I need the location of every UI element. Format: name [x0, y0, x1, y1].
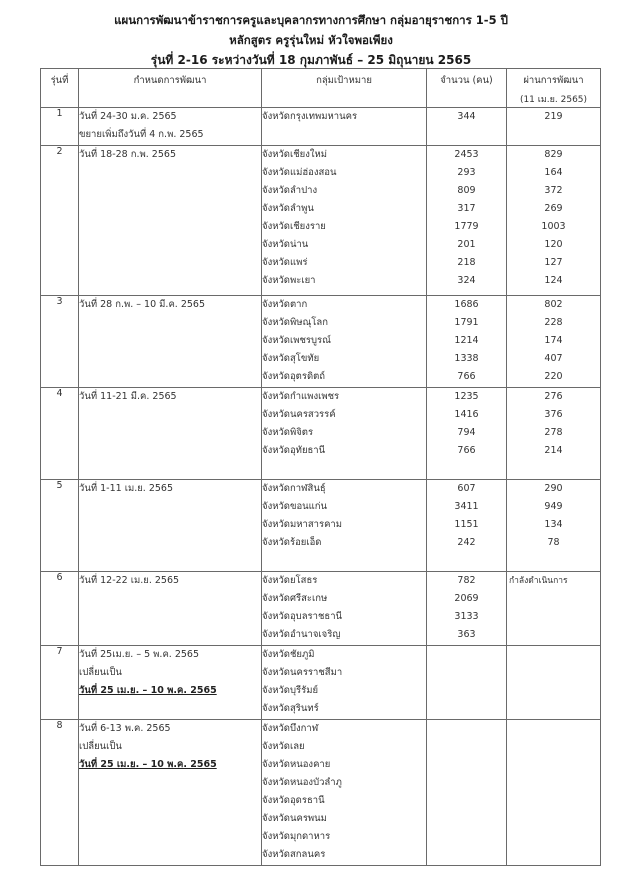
- province-name: จังหวัดพิจิตร: [262, 427, 314, 438]
- passed-cell: [507, 480, 601, 572]
- count-cell: [427, 296, 507, 388]
- count-value: 1338: [454, 353, 479, 364]
- header-passed-date: (11 เม.ย. 2565): [519, 95, 588, 105]
- target-cell: [262, 388, 427, 480]
- passed-value: 127: [544, 257, 563, 268]
- count-value: [427, 646, 506, 664]
- province-name: จังหวัดลำพูน: [262, 203, 314, 214]
- target-cell: [262, 720, 427, 866]
- count-cell: [427, 108, 507, 146]
- count-value: 3133: [454, 611, 479, 622]
- table-header-row: [41, 69, 601, 108]
- count-value: 242: [457, 537, 476, 548]
- count-value: 809: [457, 185, 476, 196]
- passed-value: 372: [544, 185, 563, 196]
- count-value: 766: [457, 445, 476, 456]
- round-number: 5: [41, 480, 79, 572]
- revised-schedule: วันที่ 25 เม.ย. – 10 พ.ค. 2565: [79, 685, 217, 696]
- province-name: จังหวัดเพชรบูรณ์: [262, 335, 331, 346]
- document-title: [0, 10, 622, 70]
- header-count: จำนวน (คน): [427, 69, 507, 108]
- count-value: 1686: [454, 299, 479, 310]
- count-value: 607: [457, 483, 476, 494]
- count-cell: [427, 646, 507, 720]
- count-value: 1779: [454, 221, 479, 232]
- province-name: จังหวัดอำนาจเจริญ: [262, 629, 341, 640]
- passed-cell: [507, 646, 601, 720]
- table-row: [41, 646, 601, 720]
- count-value: 1151: [454, 519, 479, 530]
- passed-value: [507, 810, 600, 828]
- passed-value: 278: [544, 427, 563, 438]
- passed-value: [507, 720, 600, 738]
- passed-value: [507, 774, 600, 792]
- province-name: จังหวัดยโสธร: [262, 575, 318, 586]
- province-name: จังหวัดน่าน: [262, 239, 309, 250]
- header-target: กลุ่มเป้าหมาย: [262, 69, 427, 108]
- target-cell: [262, 146, 427, 296]
- passed-value: 269: [544, 203, 563, 214]
- round-number: 2: [41, 146, 79, 296]
- count-cell: [427, 388, 507, 480]
- count-value: 782: [457, 575, 476, 586]
- table-row: [41, 388, 601, 480]
- province-name: จังหวัดแม่ฮ่องสอน: [262, 167, 337, 178]
- schedule-line: เปลี่ยนเป็น: [79, 741, 122, 752]
- province-name: จังหวัดอุบลราชธานี: [262, 611, 343, 622]
- header-schedule: กำหนดการพัฒนา: [79, 69, 262, 108]
- province-name: จังหวัดศรีสะเกษ: [262, 593, 328, 604]
- passed-value: [507, 756, 600, 774]
- passed-value: 120: [544, 239, 563, 250]
- province-name: จังหวัดชัยภูมิ: [262, 649, 315, 660]
- passed-value: 124: [544, 275, 563, 286]
- round-number: 7: [41, 646, 79, 720]
- count-cell: [427, 572, 507, 646]
- passed-cell: [507, 720, 601, 866]
- passed-value: [507, 846, 600, 864]
- target-cell: [262, 296, 427, 388]
- province-name: จังหวัดเชียงราย: [262, 221, 326, 232]
- province-name: จังหวัดเชียงใหม่: [262, 149, 328, 160]
- count-cell: [427, 146, 507, 296]
- schedule-line: ขยายเพิ่มถึงวันที่ 4 ก.พ. 2565: [79, 129, 204, 140]
- count-value: [427, 664, 506, 682]
- count-value: 324: [457, 275, 476, 286]
- count-value: 317: [457, 203, 476, 214]
- province-name: จังหวัดร้อยเอ็ด: [262, 537, 322, 548]
- passed-value: 78: [547, 537, 560, 548]
- province-name: จังหวัดพะเยา: [262, 275, 316, 286]
- count-value: 201: [457, 239, 476, 250]
- passed-value: [507, 828, 600, 846]
- target-cell: [262, 480, 427, 572]
- province-name: จังหวัดบุรีรัมย์: [262, 685, 319, 696]
- passed-value: [507, 608, 600, 626]
- passed-value: [507, 700, 600, 718]
- schedule-cell: [79, 388, 262, 480]
- province-name: จังหวัดพิษณุโลก: [262, 317, 328, 328]
- count-value: 3411: [454, 501, 479, 512]
- plan-table: [40, 68, 601, 866]
- province-name: จังหวัดลำปาง: [262, 185, 318, 196]
- schedule-cell: [79, 108, 262, 146]
- passed-value: 174: [544, 335, 563, 346]
- province-name: จังหวัดขอนแก่น: [262, 501, 328, 512]
- province-name: จังหวัดตาก: [262, 299, 308, 310]
- passed-value: [507, 646, 600, 664]
- count-value: [427, 720, 506, 738]
- header-round: รุ่นที่: [41, 69, 79, 108]
- province-name: จังหวัดมุกดาหาร: [262, 831, 331, 842]
- revised-schedule: วันที่ 25 เม.ย. – 10 พ.ค. 2565: [79, 759, 217, 770]
- province-name: จังหวัดสกลนคร: [262, 849, 326, 860]
- schedule-line: วันที่ 18-28 ก.พ. 2565: [79, 149, 176, 160]
- count-cell: [427, 720, 507, 866]
- province-name: จังหวัดสุรินทร์: [262, 703, 319, 714]
- province-name: จังหวัดกำแพงเพชร: [262, 391, 340, 402]
- header-passed-label: ผ่านการพัฒนา: [523, 75, 584, 86]
- table-row: [41, 720, 601, 866]
- schedule-line: วันที่ 11-21 มี.ค. 2565: [79, 391, 177, 402]
- province-name: จังหวัดหนองบัวลำภู: [262, 777, 342, 788]
- passed-value: 134: [544, 519, 563, 530]
- target-cell: [262, 646, 427, 720]
- count-value: 1416: [454, 409, 479, 420]
- title-line-2: หลักสูตร ครูรุ่นใหม่ หัวใจพอเพียง: [229, 33, 393, 47]
- count-value: 794: [457, 427, 476, 438]
- count-value: [427, 682, 506, 700]
- province-name: จังหวัดกาฬสินธุ์: [262, 483, 326, 494]
- passed-value: 276: [544, 391, 563, 402]
- table-row: [41, 146, 601, 296]
- province-name: จังหวัดมหาสารคาม: [262, 519, 343, 530]
- passed-value: [507, 590, 600, 608]
- table-row: [41, 572, 601, 646]
- province-name: จังหวัดบึงกาฬ: [262, 723, 319, 734]
- count-value: 344: [457, 111, 476, 122]
- round-number: 3: [41, 296, 79, 388]
- province-name: จังหวัดกรุงเทพมหานคร: [262, 111, 358, 122]
- table-row: [41, 480, 601, 572]
- passed-value: [507, 682, 600, 700]
- schedule-cell: [79, 646, 262, 720]
- schedule-cell: [79, 720, 262, 866]
- count-value: [427, 774, 506, 792]
- passed-value: 219: [544, 111, 563, 122]
- header-passed: [507, 69, 601, 108]
- schedule-line: วันที่ 1-11 เม.ย. 2565: [79, 483, 174, 494]
- schedule-line: เปลี่ยนเป็น: [79, 667, 122, 678]
- passed-value: 164: [544, 167, 563, 178]
- schedule-cell: [79, 480, 262, 572]
- schedule-line: วันที่ 6-13 พ.ค. 2565: [79, 723, 171, 734]
- province-name: จังหวัดนครพนม: [262, 813, 327, 824]
- round-number: 4: [41, 388, 79, 480]
- title-line-1: แผนการพัฒนาข้าราชการครูและบุคลากรทางการศึกษา กลุ่มอายุราชการ 1-5 ปี: [114, 13, 508, 27]
- passed-value: 1003: [541, 221, 566, 232]
- schedule-cell: [79, 296, 262, 388]
- count-value: [427, 756, 506, 774]
- count-value: [427, 738, 506, 756]
- title-line-3: รุ่นที่ 2-16 ระหว่างวันที่ 18 กุมภาพันธ์ – 25 มิถุนายน 2565: [150, 53, 472, 67]
- passed-value: 220: [544, 371, 563, 382]
- round-number: 6: [41, 572, 79, 646]
- count-value: [427, 700, 506, 718]
- passed-value: 290: [544, 483, 563, 494]
- passed-value: 228: [544, 317, 563, 328]
- schedule-line: วันที่ 24-30 ม.ค. 2565: [79, 111, 177, 122]
- count-value: 1235: [454, 391, 479, 402]
- province-name: จังหวัดนครสวรรค์: [262, 409, 336, 420]
- count-value: 293: [457, 167, 476, 178]
- schedule-cell: [79, 572, 262, 646]
- passed-value: 949: [544, 501, 563, 512]
- passed-value: 407: [544, 353, 563, 364]
- passed-value: 829: [544, 149, 563, 160]
- count-value: 1214: [454, 335, 479, 346]
- table-row: [41, 108, 601, 146]
- count-value: 2069: [454, 593, 479, 604]
- target-cell: [262, 572, 427, 646]
- province-name: จังหวัดอุทัยธานี: [262, 445, 326, 456]
- passed-cell: [507, 296, 601, 388]
- passed-cell: [507, 108, 601, 146]
- count-value: 2453: [454, 149, 479, 160]
- table-row: [41, 296, 601, 388]
- count-value: [427, 792, 506, 810]
- count-value: [427, 846, 506, 864]
- count-cell: [427, 480, 507, 572]
- passed-value: 214: [544, 445, 563, 456]
- schedule-cell: [79, 146, 262, 296]
- passed-value: [507, 738, 600, 756]
- passed-value: [507, 626, 600, 644]
- province-name: จังหวัดอุดรธานี: [262, 795, 325, 806]
- count-value: 1791: [454, 317, 479, 328]
- count-value: [427, 828, 506, 846]
- round-number: 8: [41, 720, 79, 866]
- count-value: 218: [457, 257, 476, 268]
- schedule-line: วันที่ 12-22 เม.ย. 2565: [79, 575, 180, 586]
- passed-cell: [507, 388, 601, 480]
- passed-cell: [507, 146, 601, 296]
- passed-value: กำลังดำเนินการ: [509, 576, 568, 586]
- province-name: จังหวัดอุตรดิตถ์: [262, 371, 326, 382]
- province-name: จังหวัดนครราชสีมา: [262, 667, 343, 678]
- province-name: จังหวัดเลย: [262, 741, 305, 752]
- count-value: 766: [457, 371, 476, 382]
- count-value: 363: [457, 629, 476, 640]
- schedule-line: วันที่ 28 ก.พ. – 10 มี.ค. 2565: [79, 299, 206, 310]
- round-number: 1: [41, 108, 79, 146]
- province-name: จังหวัดหนองคาย: [262, 759, 331, 770]
- count-value: [427, 810, 506, 828]
- passed-value: [507, 664, 600, 682]
- passed-value: 376: [544, 409, 563, 420]
- target-cell: [262, 108, 427, 146]
- passed-cell: [507, 572, 601, 646]
- passed-value: [507, 792, 600, 810]
- schedule-line: วันที่ 25เม.ย. – 5 พ.ค. 2565: [79, 649, 200, 660]
- province-name: จังหวัดแพร่: [262, 257, 308, 268]
- passed-value: 802: [544, 299, 563, 310]
- province-name: จังหวัดสุโขทัย: [262, 353, 320, 364]
